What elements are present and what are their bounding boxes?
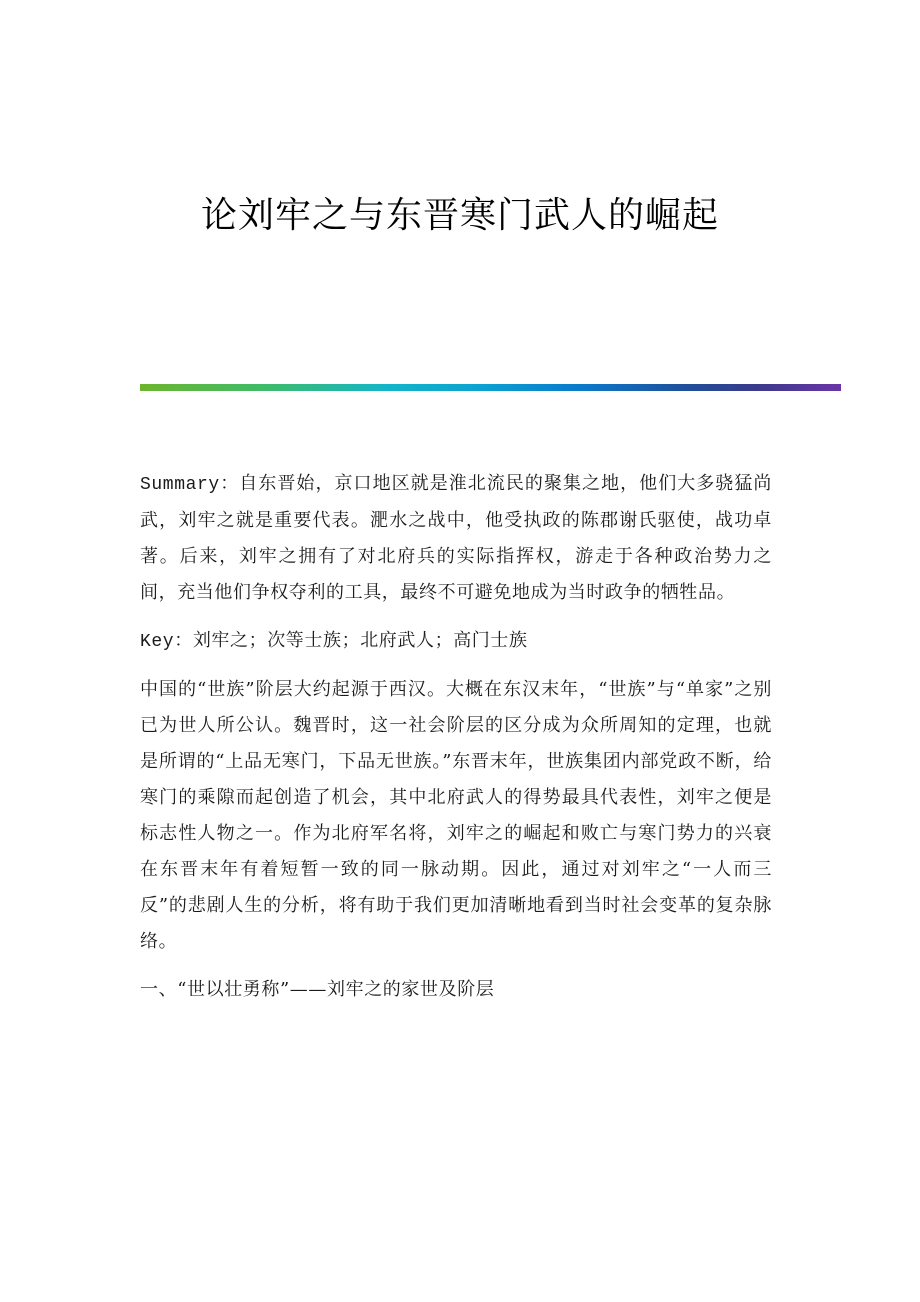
gradient-divider (140, 384, 841, 391)
summary-text: 自东晋始，京口地区就是淮北流民的聚集之地，他们大多骁猛尚武，刘牢之就是重要代表。淝水之战中，他受执政的陈郡谢氏驱使，战功卓著。后来，刘牢之拥有了对北府兵的实际指挥权，游走于各种政治势力之间，充当他们争权夺利的工具，最终不可避免地成为当时政争的牺牲品。 (140, 473, 772, 603)
document-body (140, 466, 772, 1020)
document-title: 论刘牢之与东晋寒门武人的崛起 (200, 195, 719, 236)
summary-paragraph (140, 466, 772, 611)
intro-paragraph: 中国的“世族”阶层大约起源于西汉。大概在东汉末年，“世族”与“单家”之别已为世人所公认。魏晋时，这一社会阶层的区分成为众所周知的定理，也就是所谓的“上品无寒门，下品无世族。”东晋末年，世族集团内部党政不断，给寒门的乘隙而起创造了机会，其中北府武人的得势最具代表性，刘牢之便是标志性人物之一。作为北府军名将，刘牢之的崛起和败亡与寒门势力的兴衰在东晋末年有着短暂一致的同一脉动期。因此，通过对刘牢之“一人而三反”的悲剧人生的分析，将有助于我们更加清晰地看到当时社会变革的复杂脉络。 (140, 679, 772, 952)
summary-label: Summary： (140, 475, 240, 495)
section-heading: 一、“世以壮勇称”——刘牢之的家世及阶层 (140, 979, 495, 1000)
keywords-text: 刘牢之；次等士族；北府武人；高门士族 (192, 630, 528, 651)
keywords-label: Key： (140, 632, 193, 652)
keywords-paragraph (140, 623, 772, 660)
